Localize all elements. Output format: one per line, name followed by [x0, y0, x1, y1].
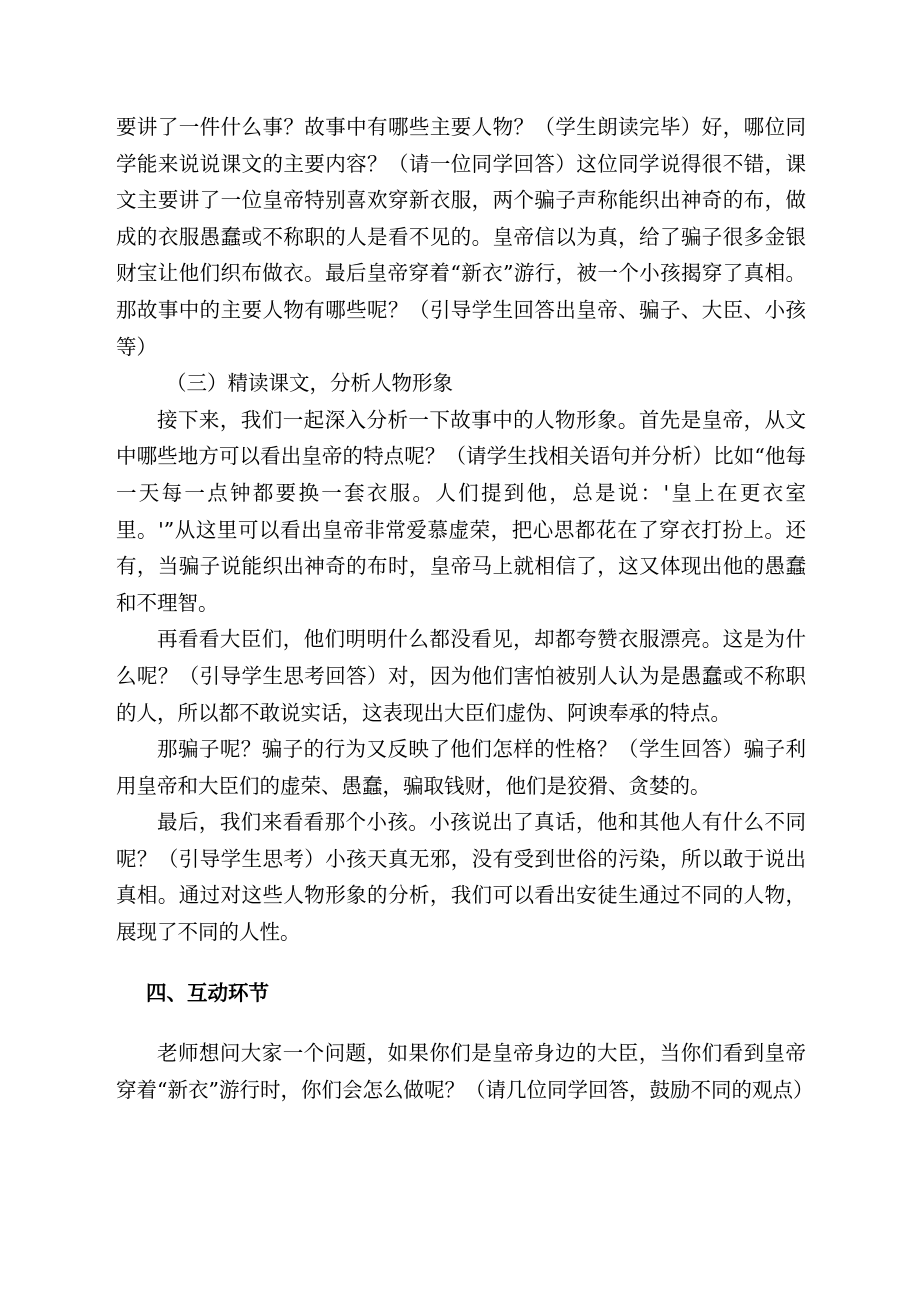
subheading-close-reading: （三）精读课文，分析人物形象	[166, 371, 453, 396]
spacer	[116, 951, 806, 975]
paragraph-emperor-analysis: 接下来，我们一起深入分析一下故事中的人物形象。首先是皇帝，从文中哪些地方可以看出皇帝的特点呢？（请学生找相关语句并分析）比如“他每一天每一点钟都要换一套衣服。人们提到他，总是说：'皇上在更衣室里。'”从这里可以看出皇帝非常爱慕虚荣，把心思都花在了穿衣打扮上。还有，当骗子说能织出神奇的布时，皇帝马上就相信了，这又体现出他的愚蠢和不理智。	[116, 407, 806, 615]
section-heading-interaction: 四、互动环节	[146, 980, 269, 1005]
paragraph-interaction-question: 老师想问大家一个问题，如果你们是皇帝身边的大臣，当你们看到皇帝穿着“新衣”游行时，你们会怎么做呢？（请几位同学回答，鼓励不同的观点）	[116, 1041, 814, 1102]
paragraph-ministers-analysis: 再看看大臣们，他们明明什么都没看见，却都夸赞衣服漂亮。这是为什么呢？（引导学生思考回答）对，因为他们害怕被别人认为是愚蠢或不称职的人，所以都不敢说实话，这表现出大臣们虚伪、阿谀奉承的特点。	[116, 627, 806, 725]
paragraph-swindlers-analysis: 那骗子呢？骗子的行为又反映了他们怎样的性格？（学生回答）骗子利用皇帝和大臣们的虚荣、愚蠢，骗取钱财，他们是狡猾、贪婪的。	[116, 737, 806, 798]
paragraph-main-content-summary: 要讲了一件什么事？故事中有哪些主要人物？（学生朗读完毕）好，哪位同学能来说说课文的主要内容？（请一位同学回答）这位同学说得很不错，课文主要讲了一位皇帝特别喜欢穿新衣服，两个骗子声称能织出神奇的布，做成的衣服愚蠢或不称职的人是看不见的。皇帝信以为真，给了骗子很多金银财宝让他们织布做衣。最后皇帝穿着“新衣”游行，被一个小孩揭穿了真相。那故事中的主要人物有哪些呢？（引导学生回答出皇帝、骗子、大臣、小孩等）	[116, 115, 806, 359]
paragraph-child-analysis: 最后，我们来看看那个小孩。小孩说出了真话，他和其他人有什么不同呢？（引导学生思考）小孩天真无邪，没有受到世俗的污染，所以敢于说出真相。通过对这些人物形象的分析，我们可以看出安徒生通过不同的人物，展现了不同的人性。	[116, 810, 806, 945]
spacer	[116, 1011, 806, 1035]
document-body	[116, 109, 814, 1108]
